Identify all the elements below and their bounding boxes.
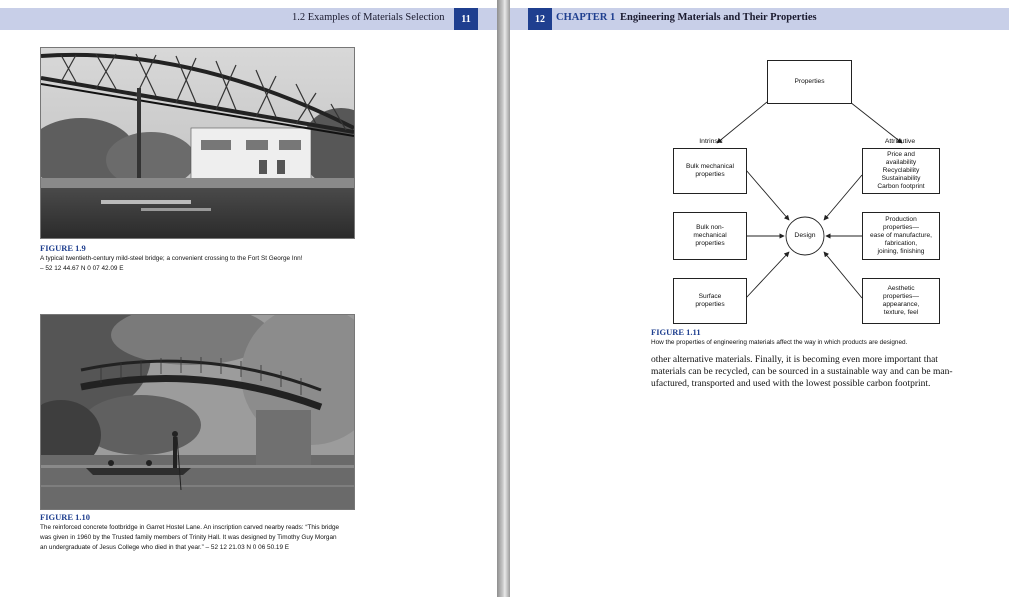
left-running-head	[0, 8, 497, 30]
box-line: properties—	[883, 224, 919, 231]
attributive-heading: Attributive	[884, 138, 916, 145]
footbridge-image	[41, 315, 354, 509]
properties-diagram	[510, 0, 1009, 330]
body-paragraph	[651, 354, 965, 390]
caption-line: an undergraduate of Jesus College who died in that year.” – 52 12 21.03 N 0 06 50.19 E	[40, 544, 290, 551]
figure-1-10-label: FIGURE 1.10	[40, 512, 91, 522]
box-line: Production	[885, 216, 917, 223]
box-line: properties	[695, 171, 725, 178]
figure-1-10-photo	[40, 314, 355, 510]
aesthetic-properties-box	[862, 278, 940, 324]
left-page	[0, 0, 497, 597]
bulk-mechanical-box	[673, 148, 747, 194]
body-line: other alternative materials. Finally, it is becoming even more important that	[651, 355, 938, 365]
box-line: Aesthetic	[887, 285, 915, 292]
box-line: Surface	[698, 293, 722, 300]
box-line: properties—	[883, 293, 919, 300]
design-label: Design	[794, 232, 816, 239]
chapter-label: CHAPTER 1	[556, 12, 616, 23]
figure-1-9-caption	[40, 254, 360, 274]
figure-1-11-caption: How the properties of engineering materials affect the way in which products are designed.	[651, 339, 908, 346]
box-line: Bulk mechanical	[685, 163, 734, 170]
box-line: mechanical	[693, 232, 727, 239]
box-line: Bulk non-	[696, 224, 724, 231]
caption-line: was given in 1960 by the Trusted family members of Trinity Hall. It was designed by Timothy Guy Morgan	[40, 534, 337, 541]
figure-1-11-label: FIGURE 1.11	[651, 327, 701, 337]
page-number-left: 11	[454, 8, 478, 30]
properties-box: Properties	[767, 60, 852, 104]
box-line: appearance,	[882, 301, 920, 308]
page-number-right: 12	[528, 8, 552, 30]
box-line: texture, feel	[883, 309, 919, 316]
box-line: Price and	[887, 151, 915, 158]
steel-bridge-image	[41, 48, 354, 238]
book-gutter	[497, 0, 510, 597]
box-line: Sustainability	[881, 175, 921, 182]
box-line: availability	[885, 159, 917, 166]
caption-line: A typical twentieth-century mild-steel bridge; a convenient crossing to the Fort St George Inn!	[40, 255, 303, 262]
chapter-title: Engineering Materials and Their Properties	[620, 12, 817, 23]
section-title: 1.2 Examples of Materials Selection	[292, 12, 445, 23]
figure-1-9-photo	[40, 47, 355, 239]
surface-properties-box	[673, 278, 747, 324]
box-line: joining, finishing	[877, 248, 925, 255]
production-properties-box	[862, 212, 940, 260]
price-availability-box	[862, 148, 940, 194]
bulk-non-mechanical-box	[673, 212, 747, 260]
box-line: ease of manufacture,	[870, 232, 932, 239]
box-line: properties	[695, 240, 725, 247]
figure-1-9-label: FIGURE 1.9	[40, 243, 86, 253]
box-line: fabrication,	[884, 240, 918, 247]
caption-line: – 52 12 44.67 N 0 07 42.09 E	[40, 265, 124, 272]
figure-1-10-caption	[40, 523, 370, 553]
box-line: Carbon footprint	[877, 183, 925, 190]
caption-line: The reinforced concrete footbridge in Garret Hostel Lane. An inscription carved nearby reads: “This bridge	[40, 524, 340, 531]
body-line: materials can be recycled, can be sourced in a sustainable way and can be man-	[651, 367, 953, 377]
box-line: Recyclability	[882, 167, 920, 174]
right-page	[510, 0, 1009, 597]
body-line: ufactured, transported and used with the lowest possible carbon footprint.	[651, 379, 931, 389]
box-line: properties	[695, 301, 725, 308]
intrinsic-heading: Intrinsic	[699, 138, 723, 145]
